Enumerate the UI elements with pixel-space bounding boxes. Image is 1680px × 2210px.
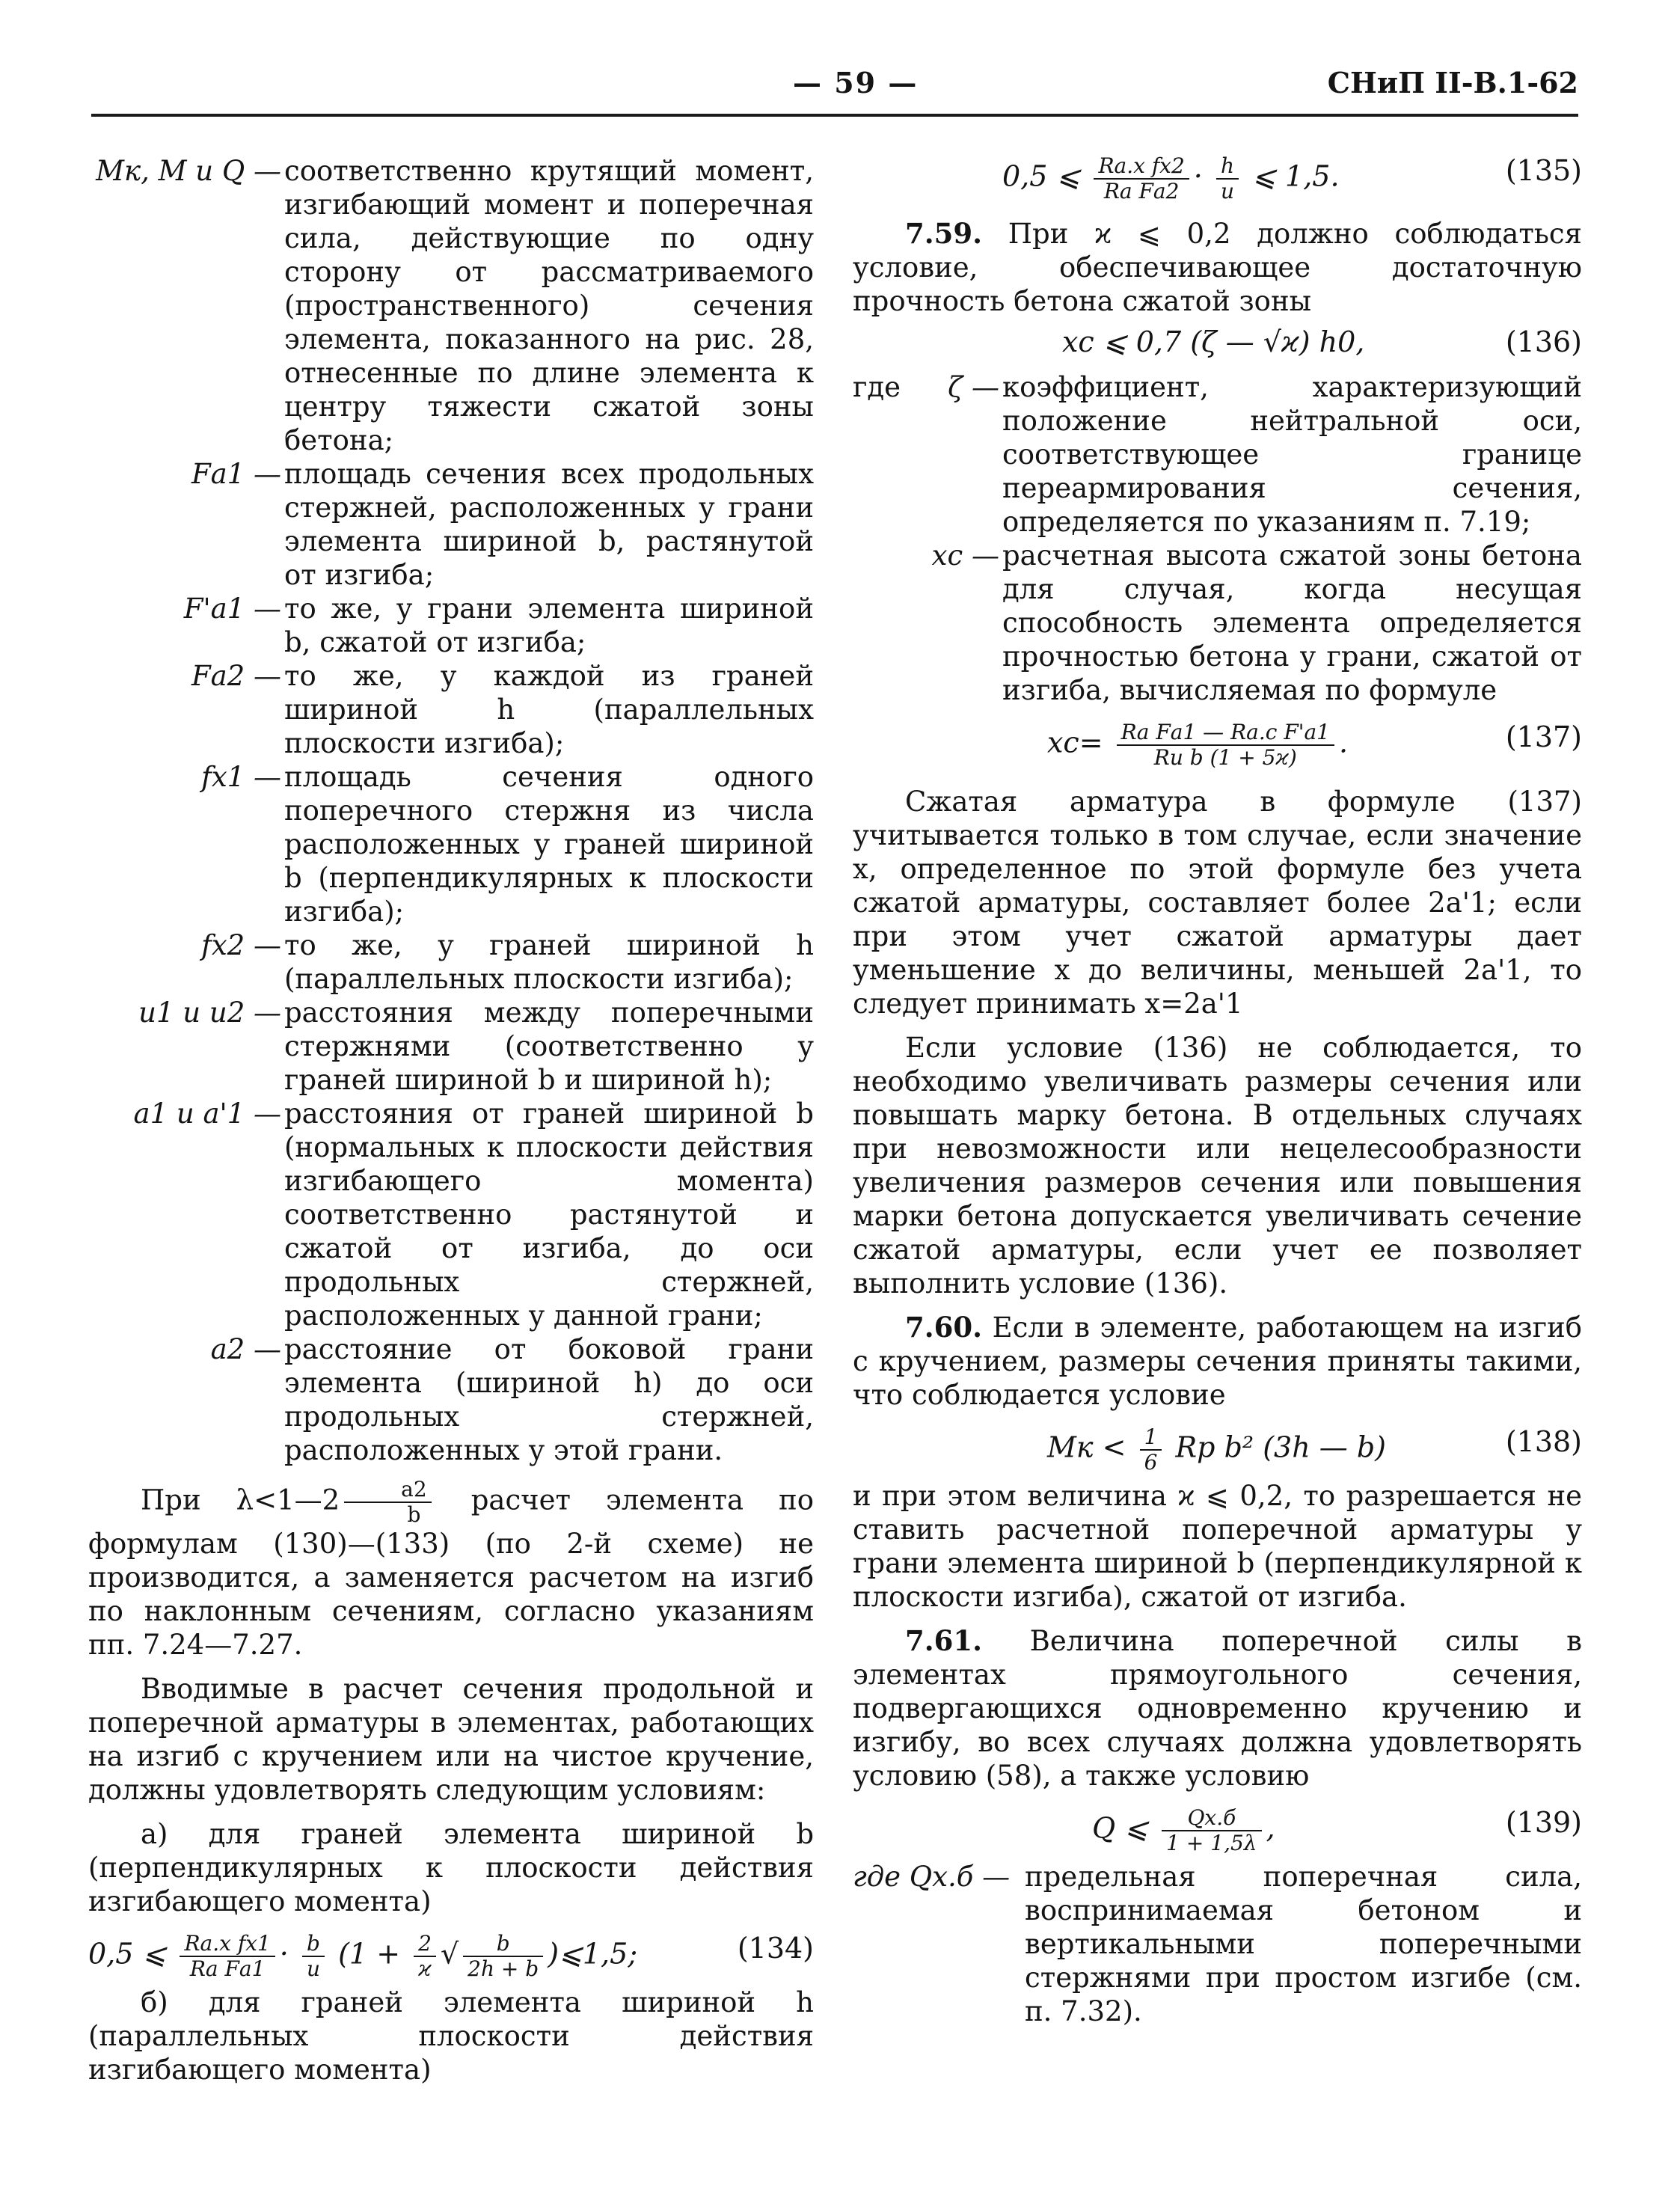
definition-entry: [88, 1097, 814, 1332]
definition-text: коэффициент, характеризующий положение нейтральной оси, соответствующее границе переармирования сечения, определяется по указаниям п. 7.19;: [1002, 371, 1582, 538]
formula-expression: 0,5 ⩽ $\frac{\text{Rа.х fх1}}{\text{Rа Fа1}}$ · $\frac{b}{u}$ (1 + $\frac{2}{ϰ}$ √ $\frac{b}{2h + b}$ )⩽1,5;: [88, 1931, 638, 1981]
definition-text: то же, у грани элемента шириной b, сжатой от изгиба;: [284, 593, 814, 658]
formula-expression: 0,5 ⩽ $\frac{\text{Rа.х fх2}}{\text{Rа Fа2}}$ · $\frac{h}{u}$ ⩽ 1,5.: [1002, 153, 1340, 203]
paragraph: [88, 1478, 814, 1662]
fraction-numerator: b: [302, 1932, 325, 1957]
definition-text: соответственно крутящий момент, изгибающий момент и поперечная сила, действующие по одну сторону от рассматриваемого (пространственного) сечения элемента, показанного на рис. 28, отнесенные по длине элемента к центру тяжести сжатой зоны бетона;: [284, 155, 814, 456]
fraction-denominator: 6: [1144, 1450, 1158, 1475]
formula-part: ,: [1266, 1811, 1275, 1845]
fraction-denominator: ϰ: [418, 1956, 432, 1981]
fraction-numerator: a2: [344, 1478, 432, 1503]
fraction-denominator: 2h + b: [467, 1956, 539, 1981]
definition-symbol: Fа2 —: [191, 660, 281, 692]
fraction-numerator: Rа.х fх2: [1094, 154, 1189, 180]
definition-symbol: fх2 —: [201, 929, 281, 961]
definition-symbol: где Qх.б —: [853, 1861, 1011, 1893]
definition-symbol: F'а1 —: [183, 593, 281, 625]
page-header: [90, 66, 1578, 111]
equation-number: (134): [737, 1932, 814, 1965]
fraction: [1094, 154, 1189, 203]
definition-text: расстояние от боковой грани элемента (шириной h) до оси продольных стержней, расположенных у этой грани.: [284, 1333, 814, 1466]
paragraph-text: При λ<1—2: [141, 1484, 340, 1516]
paragraph: Сжатая арматура в формуле (137) учитывается только в том случае, если значение x, определенное по этой формуле без учета сжатой арматуры, составляет более 2a'1; если при этом учет сжатой арматуры дает уменьшение x до величины, меньшей 2a'1, то следует принимать x=2a'1: [853, 786, 1582, 1020]
page-number: — 59 —: [793, 66, 919, 100]
fraction-denominator: Rа Fа2: [1103, 179, 1180, 203]
fraction-denominator: u: [1220, 179, 1235, 203]
paragraph-text: Величина поперечной силы в элементах прямоугольного сечения, подвергающихся одновременно кручению и изгибу, во всех случаях должна удовлетворять условию (58), а также условию: [853, 1625, 1582, 1792]
formula-part: xс=: [1047, 726, 1103, 759]
formula-expression: [1047, 720, 1348, 770]
section-number: 7.60.: [905, 1311, 982, 1344]
right-column: [853, 154, 1582, 2028]
fraction-numerator: Rа.х fх1: [180, 1932, 275, 1957]
section-number: 7.59.: [905, 217, 982, 250]
definition-entry: [88, 154, 814, 457]
fraction-numerator: 1: [1140, 1425, 1162, 1451]
definition-text: площадь сечения одного поперечного стержня из числа расположенных у граней шириной b (перпендикулярных к плоскости изгиба);: [284, 761, 814, 928]
definition-symbol: a1 и a'1 —: [133, 1098, 281, 1130]
definition-entry: [853, 539, 1582, 707]
equation-number: (136): [1505, 325, 1582, 358]
fraction: [302, 1932, 325, 1981]
fraction: [1162, 1806, 1261, 1855]
definition-symbol: xс —: [931, 539, 999, 572]
paragraph: Если условие (136) не соблюдается, то необходимо увеличивать размеры сечения или повышать марку бетона. В отдельных случаях при невозможности или нецелесообразности увеличения размеров сечения или повышения марки бетона допускается увеличивать сечение сжатой арматуры, если учет ее позволяет выполнить условие (136).: [853, 1032, 1582, 1300]
definition-symbol: Fа1 —: [191, 458, 281, 490]
document-code: СНиП II-В.1-62: [1327, 66, 1578, 100]
formula-part: (1 +: [338, 1937, 401, 1971]
equation-number: (139): [1505, 1806, 1582, 1839]
fraction-denominator: Rа Fа1: [189, 1956, 266, 1981]
paragraph: и при этом величина ϰ ⩽ 0,2, то разрешается не ставить расчетной поперечной арматуры у грани элемента шириной b (перпендикулярной к плоскости изгиба), сжатой от изгиба.: [853, 1480, 1582, 1613]
where-label: где: [853, 371, 901, 403]
paragraph: б) для граней элемента шириной h (параллельных плоскости действия изгибающего момента): [88, 1986, 814, 2086]
equation-number: (138): [1505, 1425, 1582, 1458]
equation-number: (137): [1505, 720, 1582, 753]
fraction-denominator: Rи b (1 + 5ϰ): [1153, 745, 1297, 770]
formula-part: Rр b² (3h — b): [1175, 1430, 1386, 1464]
formula-part: ⩽ 1,5.: [1252, 159, 1340, 193]
definition-text: расстояния от граней шириной b (нормальных к плоскости действия изгибающего момента) соответственно растянутой и сжатой от изгиба, до оси продольных стержней, расположенных у данной грани;: [284, 1098, 814, 1332]
paragraph: а) для граней элемента шириной b (перпендикулярных к плоскости действия изгибающего момента): [88, 1818, 814, 1917]
definition-text: расстояния между поперечными стержнями (соответственно у граней шириной b и шириной h);: [284, 997, 814, 1096]
fraction: [180, 1932, 275, 1981]
formula-expression: [1092, 1806, 1275, 1855]
left-column: [88, 154, 814, 2087]
definition-text: предельная поперечная сила, воспринимаемая бетоном и вертикальными поперечными стержнями при простом изгибе (см. п. 7.32).: [1025, 1861, 1582, 2027]
fraction-numerator: 2: [414, 1932, 436, 1957]
header-rule: [91, 114, 1578, 117]
paragraph: [853, 217, 1582, 318]
formula-part: Mк <: [1047, 1430, 1126, 1464]
definition-text: то же, у каждой из граней шириной h (параллельных плоскости изгиба);: [284, 660, 814, 759]
paragraph-text: Если в элементе, работающем на изгиб с кручением, размеры сечения приняты такими, что соблюдается условие: [853, 1311, 1582, 1411]
fraction-denominator: u: [306, 1956, 321, 1981]
fraction: [1140, 1425, 1162, 1475]
fraction-numerator: Qх.б: [1162, 1806, 1261, 1831]
formula-135: [853, 154, 1582, 206]
formula-137: [853, 707, 1582, 774]
paragraph: [853, 1624, 1582, 1793]
formula-134: [88, 1918, 814, 1986]
fraction-denominator: 1 + 1,5λ: [1166, 1831, 1257, 1855]
definition-entry: [853, 1860, 1582, 2028]
formula-part: Q ⩽: [1092, 1811, 1149, 1845]
formula-part: 0,5 ⩽: [1002, 159, 1081, 193]
fraction: [463, 1932, 543, 1981]
formula-expression: xс ⩽ 0,7 (ζ — √ϰ) h0,: [1062, 325, 1365, 358]
definition-symbol: fх1 —: [201, 761, 281, 793]
paragraph: Вводимые в расчет сечения продольной и поперечной арматуры в элементах, работающих на изгиб с кручением или на чистое кручение, должны удовлетворять следующим условиям:: [88, 1673, 814, 1806]
formula-139: [853, 1793, 1582, 1860]
fraction-numerator: b: [463, 1932, 543, 1957]
fraction: [414, 1932, 436, 1981]
formula-part: .: [1338, 726, 1349, 759]
definition-symbol: a2 —: [210, 1333, 281, 1365]
section-number: 7.61.: [905, 1624, 982, 1657]
definition-symbol: Mк, M и Q —: [96, 155, 281, 187]
fraction-denominator: b: [407, 1502, 421, 1527]
formula-expression: [1047, 1425, 1386, 1475]
fraction: [1117, 720, 1334, 770]
definition-text: площадь сечения всех продольных стержней, расположенных у грани элемента шириной b, растянутой от изгиба;: [284, 458, 814, 591]
definition-entry: [88, 928, 814, 996]
fraction-numerator: Rа Fа1 — Rа.с F'а1: [1117, 720, 1334, 746]
definition-symbol: u1 и u2 —: [138, 997, 281, 1029]
definition-text: расчетная высота сжатой зоны бетона для случая, когда несущая способность элемента определяется прочностью бетона у грани, сжатой от изгиба, вычисляемая по формуле: [1002, 539, 1582, 706]
formula-part: )⩽1,5;: [548, 1937, 638, 1971]
formula-part: 0,5 ⩽: [88, 1937, 167, 1971]
fraction: [1216, 154, 1239, 203]
definition-entry: [88, 592, 814, 659]
definition-entry: [88, 659, 814, 760]
definition-symbol: ζ —: [948, 371, 999, 403]
definition-entry: [853, 370, 1582, 539]
paragraph-text: расчет элемента по формулам (130)—(133) (по 2-й схеме) не производится, а заменяется расчетом на изгиб по наклонным сечениям, согласно указаниям пп. 7.24—7.27.: [88, 1484, 814, 1661]
paragraph: [853, 1311, 1582, 1412]
definition-entry: [88, 457, 814, 592]
paragraph-text: При ϰ ⩽ 0,2 должно соблюдаться условие, обеспечивающее достаточную прочность бетона сжатой зоны: [853, 218, 1582, 317]
equation-number: (135): [1505, 154, 1582, 187]
formula-136: [853, 318, 1582, 370]
definition-entry: [88, 1332, 814, 1467]
fraction: [344, 1478, 432, 1527]
formula-138: [853, 1412, 1582, 1479]
definition-entry: [88, 760, 814, 928]
definition-entry: [88, 996, 814, 1097]
fraction-numerator: h: [1216, 154, 1239, 180]
definition-text: то же, у граней шириной h (параллельных плоскости изгиба);: [284, 929, 814, 995]
